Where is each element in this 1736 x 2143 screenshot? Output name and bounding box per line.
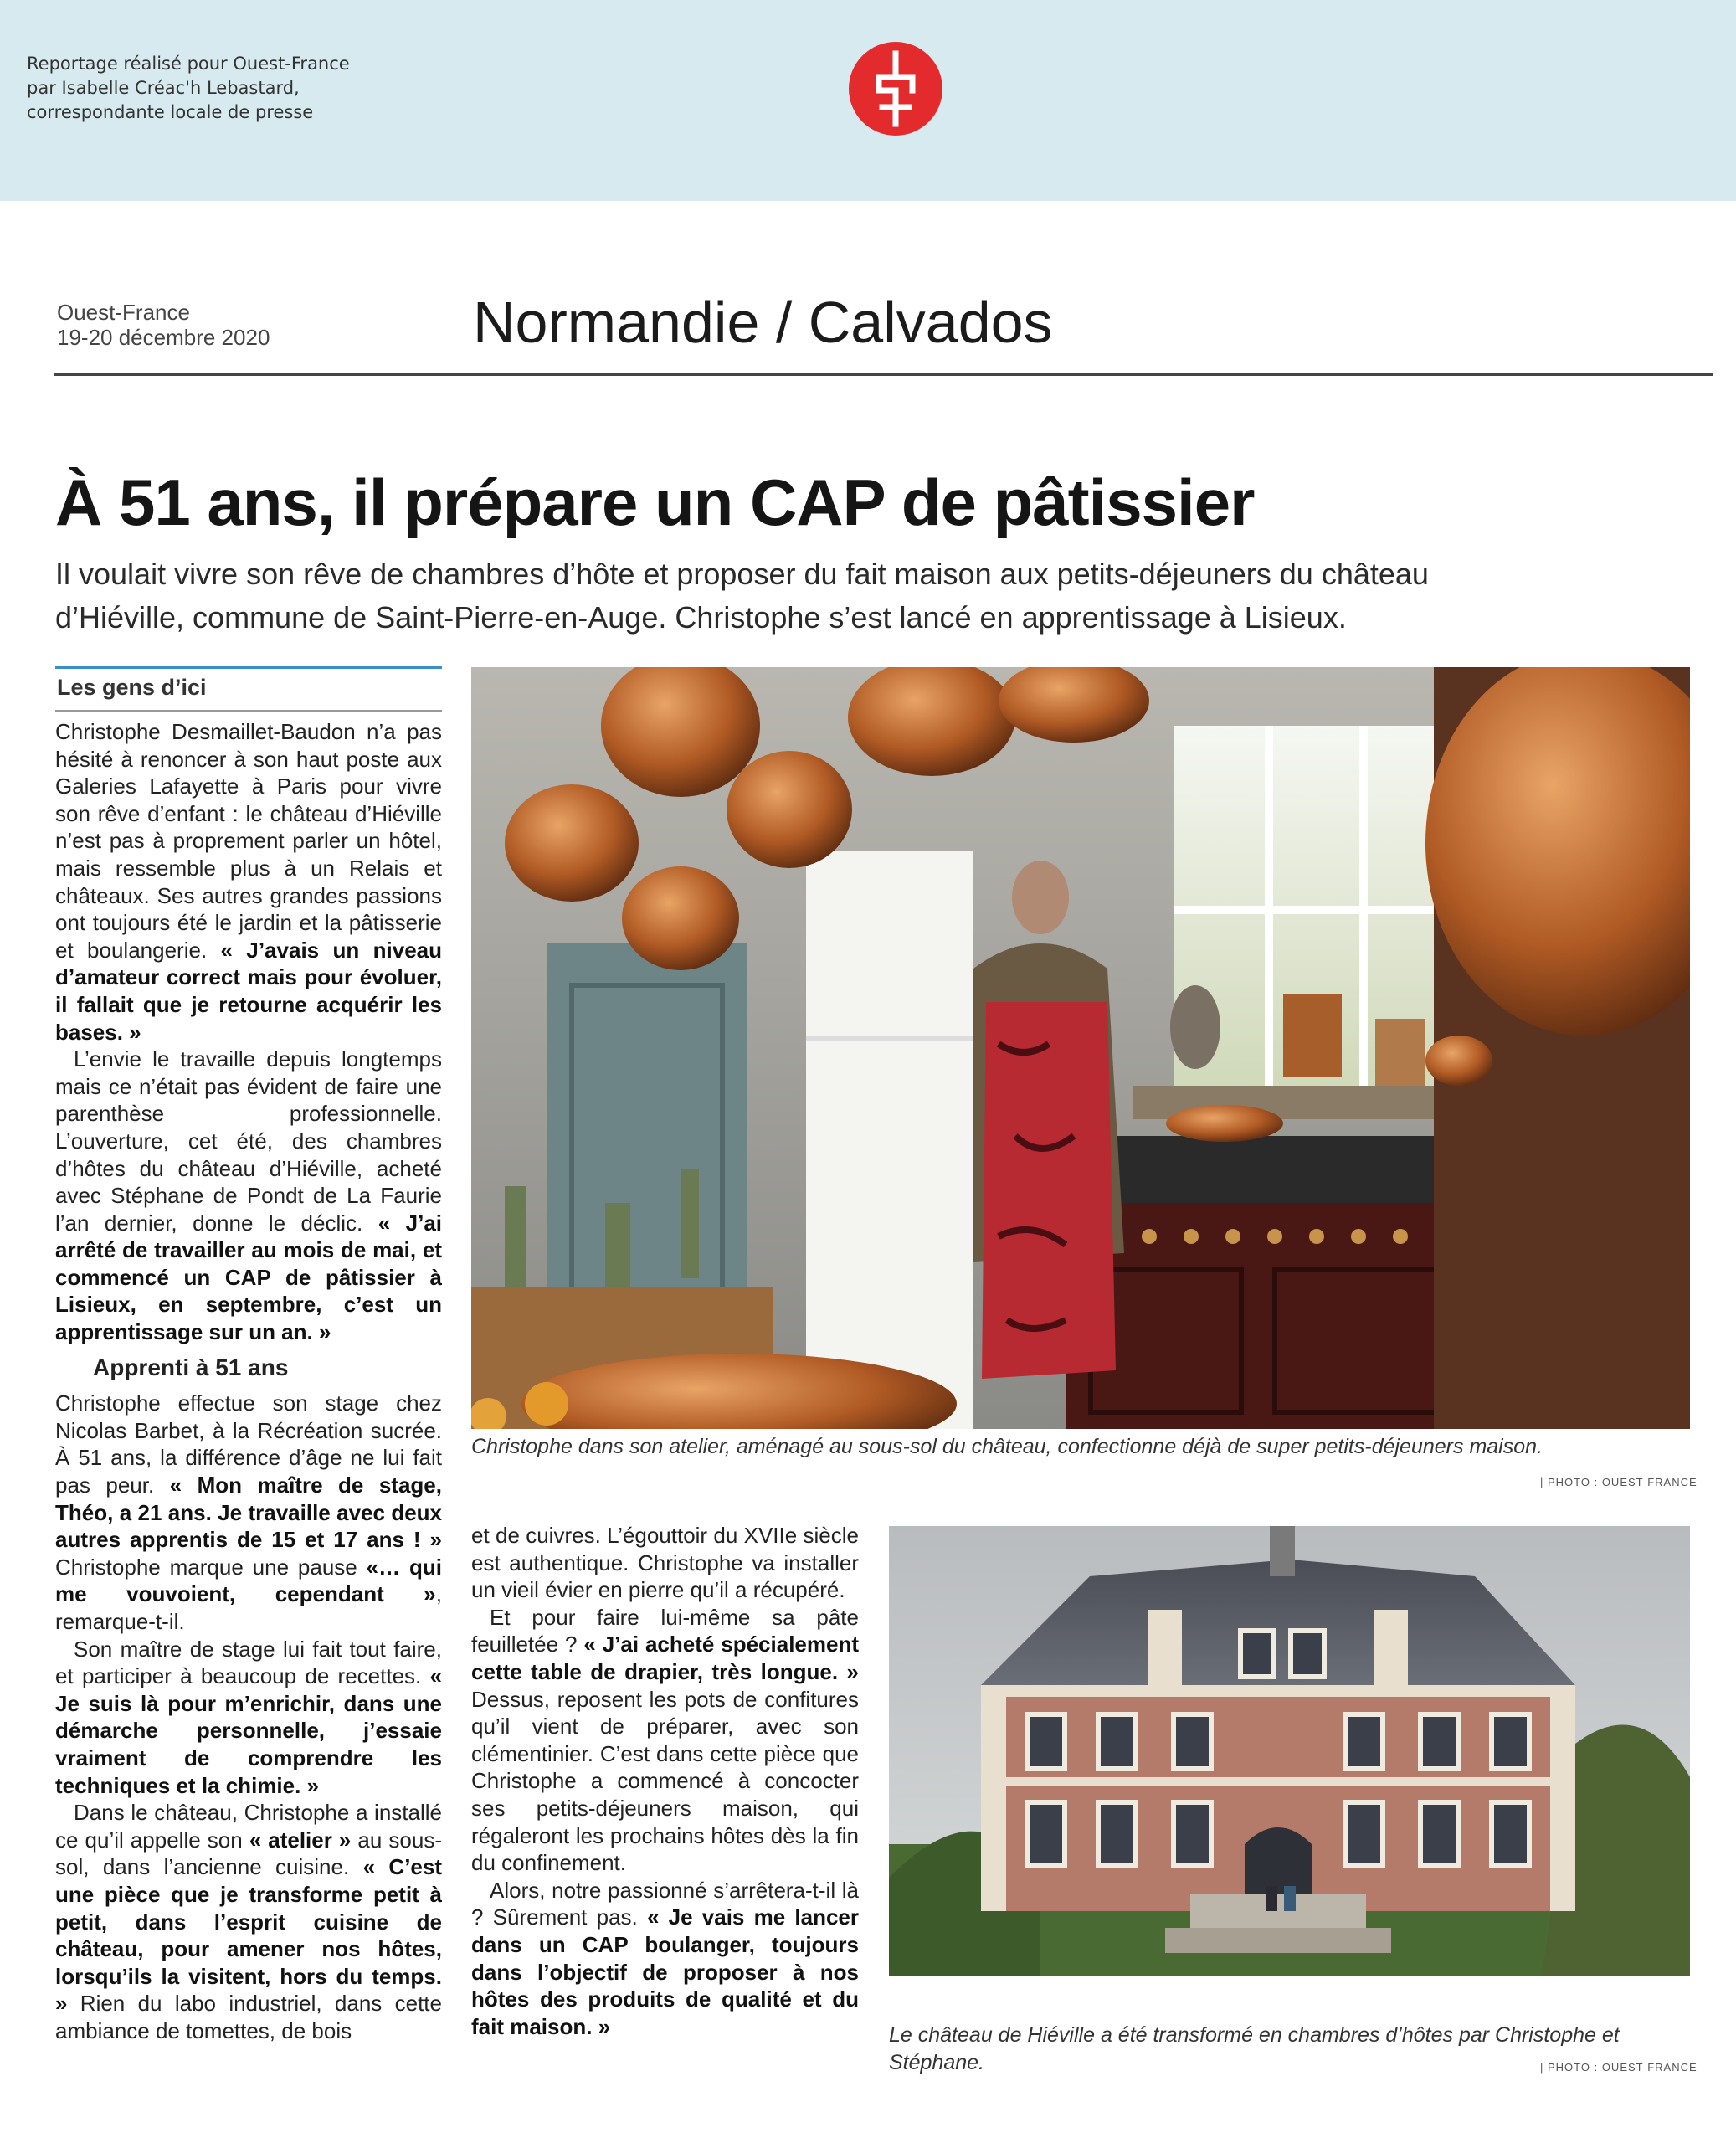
reportage-credit [27,52,350,125]
paragraph [55,1636,442,1800]
photo-credit: | PHOTO : OUEST-FRANCE [1540,2061,1697,2074]
text: Christophe Desmaillet-Baudon n’a pas hésité à renoncer à son haut poste aux Galeries Lafayette à Paris pour vivre son rêve d’enfant : le château d’Hiéville n’est pas à proprement parler un hôtel, mais ressemble plus à un Relais et châteaux. Ses autres grandes passions ont toujours été le jardin et la pâtisserie et boulangerie. [55,719,442,963]
article-column-2 [471,1522,859,2040]
paragraph [55,1799,442,2044]
paragraph [55,1046,442,1346]
text: Christophe effectue son stage chez Nicolas Barbet, à la Récréation sucrée. À 51 ans, la différence d’âge ne lui fait pas peur. [55,1390,442,1498]
text: Et pour faire lui-même sa pâte feuilletée ? [471,1604,859,1657]
rubric-accent [55,666,442,669]
article-standfirst: Il voulait vivre son rêve de chambres d’hôte et proposer du fait maison aux petits-déjeuners du château d’Hiéville, commune de Saint-Pierre-en-Auge. Christophe s’est lancé en apprentissage à Lisieux. [55,557,1429,635]
text: , remarque-t-il. [55,1581,442,1634]
article-column-1 [55,718,442,2045]
quote: « Mon maître de stage, Théo, a 21 ans. Je travaille avec deux autres apprentis de 15 et 17 ans ! » [55,1472,442,1553]
credit-line: par Isabelle Créac'h Lebastard, [27,78,300,98]
quote: « Je suis là pour m’enrichir, dans une démarche personnelle, j’essaie vraiment de comprendre les techniques et la chimie. » [55,1663,442,1798]
text: Christophe marque une pause [55,1554,367,1580]
subheading: Apprenti à 51 ans [93,1354,289,1380]
paragraph [471,1877,859,2041]
text: L’envie le travaille depuis longtemps mais ce n’était pas évident de faire une parenthèse professionnelle. L’ouverture, cet été, des chambres d’hôtes du château d’Hiéville, acheté avec Stéphane de Pondt de La Faurie l’an dernier, donne le déclic. [55,1046,442,1236]
text: au sous-sol, dans l’ancienne cuisine. [55,1827,442,1880]
text: Dans le château, Christophe a installé ce qu’il appelle son [55,1800,442,1853]
newspaper-id [57,300,270,350]
rubric-label: Les gens d’ici [57,675,207,700]
kitchen-photo [471,667,1690,1429]
quote: « J’ai acheté spécialement cette table de drapier, très longue. » [471,1632,860,1684]
brand-logo [849,42,942,136]
photo-credit: | PHOTO : OUEST-FRANCE [1540,1476,1697,1488]
paragraph [55,1390,442,1635]
paragraph [471,1604,859,1877]
quote: « J’ai arrêté de travailler au mois de mai, et commencé un CAP de pâtissier à Lisieux, en septembre, c’est un apprentissage sur un an. » [55,1210,443,1345]
text: Dessus, reposent les pots de confitures qu’il vient de préparer, avec son clémentinier. C’est dans cette pièce que Christophe a commencé à concocter ses petits-déjeuners maison, qui régaleront les prochains hôtes dès la fin du confinement. [471,1686,859,1876]
article-headline: À 51 ans, il prépare un CAP de pâtissier [55,465,1255,539]
quote: « Je vais me lancer dans un CAP boulanger, toujours dans l’objectif de proposer à nos hôtes des produits de qualité et du fait maison. » [471,1904,860,2039]
credit-line: Reportage réalisé pour Ouest-France [27,54,350,74]
credit-line: correspondante locale de presse [27,102,314,122]
issue-date: 19-20 décembre 2020 [57,325,270,350]
section-title: Normandie / Calvados [473,290,1053,355]
text: et de cuivres. L’égouttoir du XVIIe siècle est authentique. Christophe va installer un vieil évier en pierre qu’il a récupéré. [471,1523,859,1603]
newspaper-name: Ouest-France [57,300,190,325]
header-rule [54,373,1713,376]
quote: «… qui me vouvoient, cependant » [55,1554,442,1607]
text: Son maître de stage lui fait tout faire, et participer à beaucoup de recettes. [55,1636,442,1689]
quote: « J’avais un niveau d’amateur correct mais pour évoluer, il fallait que je retourne acquérir les bases. » [55,937,442,1045]
chateau-photo [889,1526,1690,1976]
kitchen-photo-caption: Christophe dans son atelier, aménagé au sous-sol du château, confectionne déjà de super petits-déjeuners maison. [471,1435,1543,1458]
rubric-rule [55,710,442,712]
chateau-photo-caption: Le château de Hiéville a été transformé en chambres d’hôtes par Christophe et Stéphane. [889,2023,1620,2074]
quote: « atelier » [249,1827,352,1853]
text: Alors, notre passionné s’arrêtera-t-il là ? Sûrement pas. [471,1877,859,1930]
paragraph [55,718,442,1046]
text: Rien du labo industriel, dans cette ambiance de tomettes, de bois [55,1991,442,2043]
quote: « C’est une pièce que je transforme petit à petit, dans l’esprit cuisine de château, pour amener nos hôtes, lorsqu’ils la visitent, hors du temps. » [55,1854,443,2017]
paragraph [471,1522,859,1604]
